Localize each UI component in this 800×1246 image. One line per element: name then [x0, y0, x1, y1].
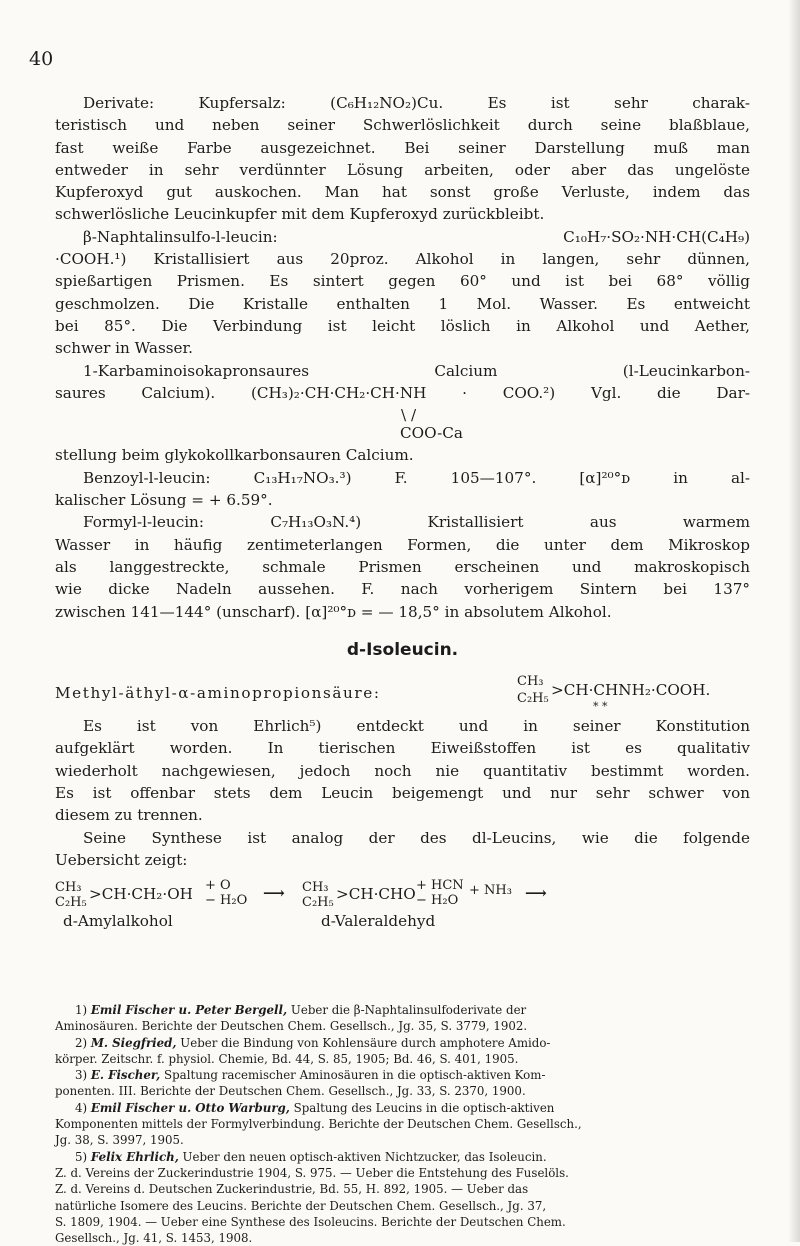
footnote-author: Emil Fischer u. Otto Warburg, — [90, 1100, 290, 1115]
footnote-text: Jg. 38, S. 3997, 1905. — [55, 1133, 184, 1148]
synth-a-plus: + O — [205, 878, 231, 894]
footnote-line — [55, 1018, 750, 1034]
paragraph-derivate — [55, 92, 750, 226]
synth-a-c2h5: C₂H₅ — [55, 895, 87, 911]
synth-b-plus: + HCN — [416, 878, 464, 894]
text-line: saures Calcium). (CH₃)₂·CH·CH₂·CH·NH · COO.²) Vgl. die Dar- — [55, 383, 750, 402]
footnote-line — [55, 1035, 750, 1051]
footnote-author: M. Siegfried, — [90, 1035, 177, 1050]
footnote-text: Spaltung des Leucins in die optisch-aktiven — [289, 1100, 555, 1115]
formula-bracket: \ / — [401, 406, 417, 425]
synth-nh3: + NH₃ — [469, 883, 512, 899]
synth-label-amylalkohol: d-Amylalkohol — [63, 912, 173, 931]
synth-a-rest: >CH·CH₂·OH — [89, 885, 193, 904]
text-line: Wasser in häufig zentimeterlangen Formen, die unter dem Mikroskop — [55, 535, 750, 554]
text-line: entweder in sehr verdünnter Lösung arbeiten, oder aber das ungelöste — [55, 160, 750, 179]
footnote-number: 4) — [75, 1100, 91, 1115]
paragraph-karbamino — [55, 360, 750, 467]
formula-stars: * * — [593, 700, 608, 714]
footnote-line — [55, 1100, 750, 1116]
footnote-text: Aminosäuren. Berichte der Deutschen Chem. Gesellsch., Jg. 35, S. 3779, 1902. — [55, 1019, 528, 1034]
synth-arrow-1: ⟶ — [263, 884, 285, 903]
page-number: 40 — [29, 48, 54, 70]
formula-coo-ca: COO-Ca — [400, 424, 463, 443]
text-line: aufgeklärt worden. In tierischen Eiweißstoffen ist es qualitativ — [55, 739, 750, 758]
formula-label: Methyl-äthyl-α-aminopropionsäure: — [55, 684, 381, 703]
formula-ch3: CH₃ — [517, 674, 544, 690]
footnote-text: Z. d. Vereins d. Deutschen Zuckerindustrie, Bd. 55, H. 892, 1905. — Ueber das — [55, 1182, 529, 1197]
paragraph-formyl — [55, 511, 750, 622]
footnote-text: ponenten. III. Berichte der Deutschen Chem. Gesellsch., Jg. 33, S. 2370, 1900. — [55, 1084, 526, 1099]
footnote-line — [55, 1214, 750, 1230]
footnote-author: E. Fischer, — [90, 1068, 161, 1083]
footnote-text: Spaltung racemischer Aminosäuren in die optisch-aktiven Kom- — [160, 1068, 546, 1083]
main-text — [55, 92, 750, 933]
isoleucin-formula — [55, 671, 750, 715]
text-line: spießartigen Prismen. Es sintert gegen 60° und ist bei 68° völlig — [55, 272, 750, 291]
synth-a-minus: − H₂O — [205, 893, 248, 909]
text-line: stellung beim glykokollkarbonsauren Calcium. — [55, 446, 414, 465]
text-line: ·COOH.¹) Kristallisiert aus 20proz. Alkohol in langen, sehr dünnen, — [55, 250, 750, 269]
footnote-line — [55, 1083, 750, 1099]
footnote-line — [55, 1230, 750, 1246]
formula-rest: >CH·CHNH₂·COOH. — [551, 681, 711, 700]
page-edge-shadow — [788, 0, 800, 1242]
text-line: β-Naphtalinsulfo-l-leucin: C₁₀H₇·SO₂·NH·CH(C₄H₉) — [83, 227, 750, 246]
footnote-text: Z. d. Vereins der Zuckerindustrie 1904, S. 975. — Ueber die Entstehung des Fuselöls. — [55, 1165, 569, 1180]
synth-b-minus: − H₂O — [416, 893, 459, 909]
footnote-line — [55, 1002, 750, 1018]
text-line: als langgestreckte, schmale Prismen erscheinen und makroskopisch — [55, 557, 750, 576]
synth-label-valeraldehyd: d-Valeraldehyd — [321, 912, 436, 931]
text-line: Derivate: Kupfersalz: (C₆H₁₂NO₂)Cu. Es ist sehr charak- — [83, 94, 750, 112]
paragraph-naphtalinsulfo — [55, 226, 750, 360]
footnote-line — [55, 1181, 750, 1197]
footnote-number: 2) — [75, 1035, 91, 1050]
footnote-author: Felix Ehrlich, — [90, 1149, 179, 1164]
text-line: Seine Synthese ist analog der des dl-Leucins, wie die folgende — [83, 828, 750, 847]
text-line: Es ist offenbar stets dem Leucin beigemengt und nur sehr schwer von — [55, 784, 750, 803]
synth-arrow-2: ⟶ — [525, 884, 547, 903]
text-line: Uebersicht zeigt: — [55, 850, 188, 869]
synth-b-c2h5: C₂H₅ — [302, 895, 334, 911]
footnote-line — [55, 1165, 750, 1181]
text-line: Kupferoxyd gut auskochen. Man hat sonst große Verluste, indem das — [55, 183, 750, 202]
formula-c2h5: C₂H₅ — [517, 691, 549, 707]
text-line: fast weiße Farbe ausgezeichnet. Bei seiner Darstellung muß man — [55, 138, 750, 157]
text-line: zwischen 141—144° (unscharf). [α]²⁰°ᴅ = — 18,5° in absolutem Alkohol. — [55, 602, 612, 621]
footnote-line — [55, 1198, 750, 1214]
footnote-text: Ueber den neuen optisch-aktiven Nichtzucker, das Isoleucin. — [178, 1149, 547, 1164]
text-line: diesem zu trennen. — [55, 806, 203, 825]
text-line: Benzoyl-l-leucin: C₁₃H₁₇NO₃.³) F. 105—107°. [α]²⁰°ᴅ in al- — [83, 468, 750, 487]
footnote-number: 5) — [75, 1149, 91, 1164]
footnote-text: körper. Zeitschr. f. physiol. Chemie, Bd. 44, S. 85, 1905; Bd. 46, S. 401, 1905. — [55, 1051, 519, 1066]
synth-a-ch3: CH₃ — [55, 880, 82, 896]
footnote-line — [55, 1067, 750, 1083]
text-line: wie dicke Nadeln aussehen. F. nach vorherigem Sintern bei 137° — [55, 580, 750, 599]
footnote-author: Emil Fischer u. Peter Bergell, — [90, 1003, 288, 1017]
footnote-line — [55, 1132, 750, 1148]
text-line: schwer in Wasser. — [55, 339, 193, 358]
text-line: bei 85°. Die Verbindung ist leicht löslich in Alkohol und Aether, — [55, 316, 750, 335]
text-line: teristisch und neben seiner Schwerlöslichkeit durch seine blaßblaue, — [55, 116, 750, 135]
footnote-line — [55, 1116, 750, 1132]
paragraph-ehrlich — [55, 715, 750, 826]
text-line: wiederholt nachgewiesen, jedoch noch nie quantitativ bestimmt worden. — [55, 761, 750, 780]
text-line: schwerlösliche Leucinkupfer mit dem Kupferoxyd zurückbleibt. — [55, 205, 545, 224]
footnote-line — [55, 1149, 750, 1165]
text-line: geschmolzen. Die Kristalle enthalten 1 Mol. Wasser. Es entweicht — [55, 294, 750, 313]
synth-b-ch3: CH₃ — [302, 880, 329, 896]
footnote-text: Ueber die β-Naphtalinsulfoderivate der — [287, 1003, 527, 1017]
footnote-text: S. 1809, 1904. — Ueber eine Synthese des Isoleucins. Berichte der Deutschen Chem. — [55, 1214, 566, 1229]
text-line: Es ist von Ehrlich⁵) entdeckt und in seiner Konstitution — [83, 717, 750, 736]
footnote-text: Komponenten mittels der Formylverbindung. Berichte der Deutschen Chem. Gesellsch., — [55, 1117, 582, 1132]
synth-b-rest: >CH·CHO — [336, 885, 416, 904]
footnote-number: 1) — [75, 1003, 91, 1017]
text-line: 1-Karbaminoisokapronsaures Calcium (l-Leucinkarbon- — [83, 361, 750, 380]
footnote-number: 3) — [75, 1068, 91, 1083]
section-heading: d-Isoleucin. — [346, 639, 459, 660]
synthesis-scheme — [55, 877, 750, 933]
footnote-text: natürliche Isomere des Leucins. Berichte der Deutschen Chem. Gesellsch., Jg. 37, — [55, 1198, 547, 1213]
paragraph-benzoyl — [55, 467, 750, 512]
footnotes — [55, 1002, 750, 1246]
text-line: Formyl-l-leucin: C₇H₁₃O₃N.⁴) Kristallisiert aus warmem — [83, 513, 750, 532]
footnote-text: Ueber die Bindung von Kohlensäure durch amphotere Amido- — [176, 1035, 551, 1050]
footnote-line — [55, 1051, 750, 1067]
text-line: kalischer Lösung = + 6.59°. — [55, 491, 273, 510]
paragraph-synthese — [55, 827, 750, 872]
footnote-text: Gesellsch., Jg. 41, S. 1453, 1908. — [55, 1231, 253, 1246]
